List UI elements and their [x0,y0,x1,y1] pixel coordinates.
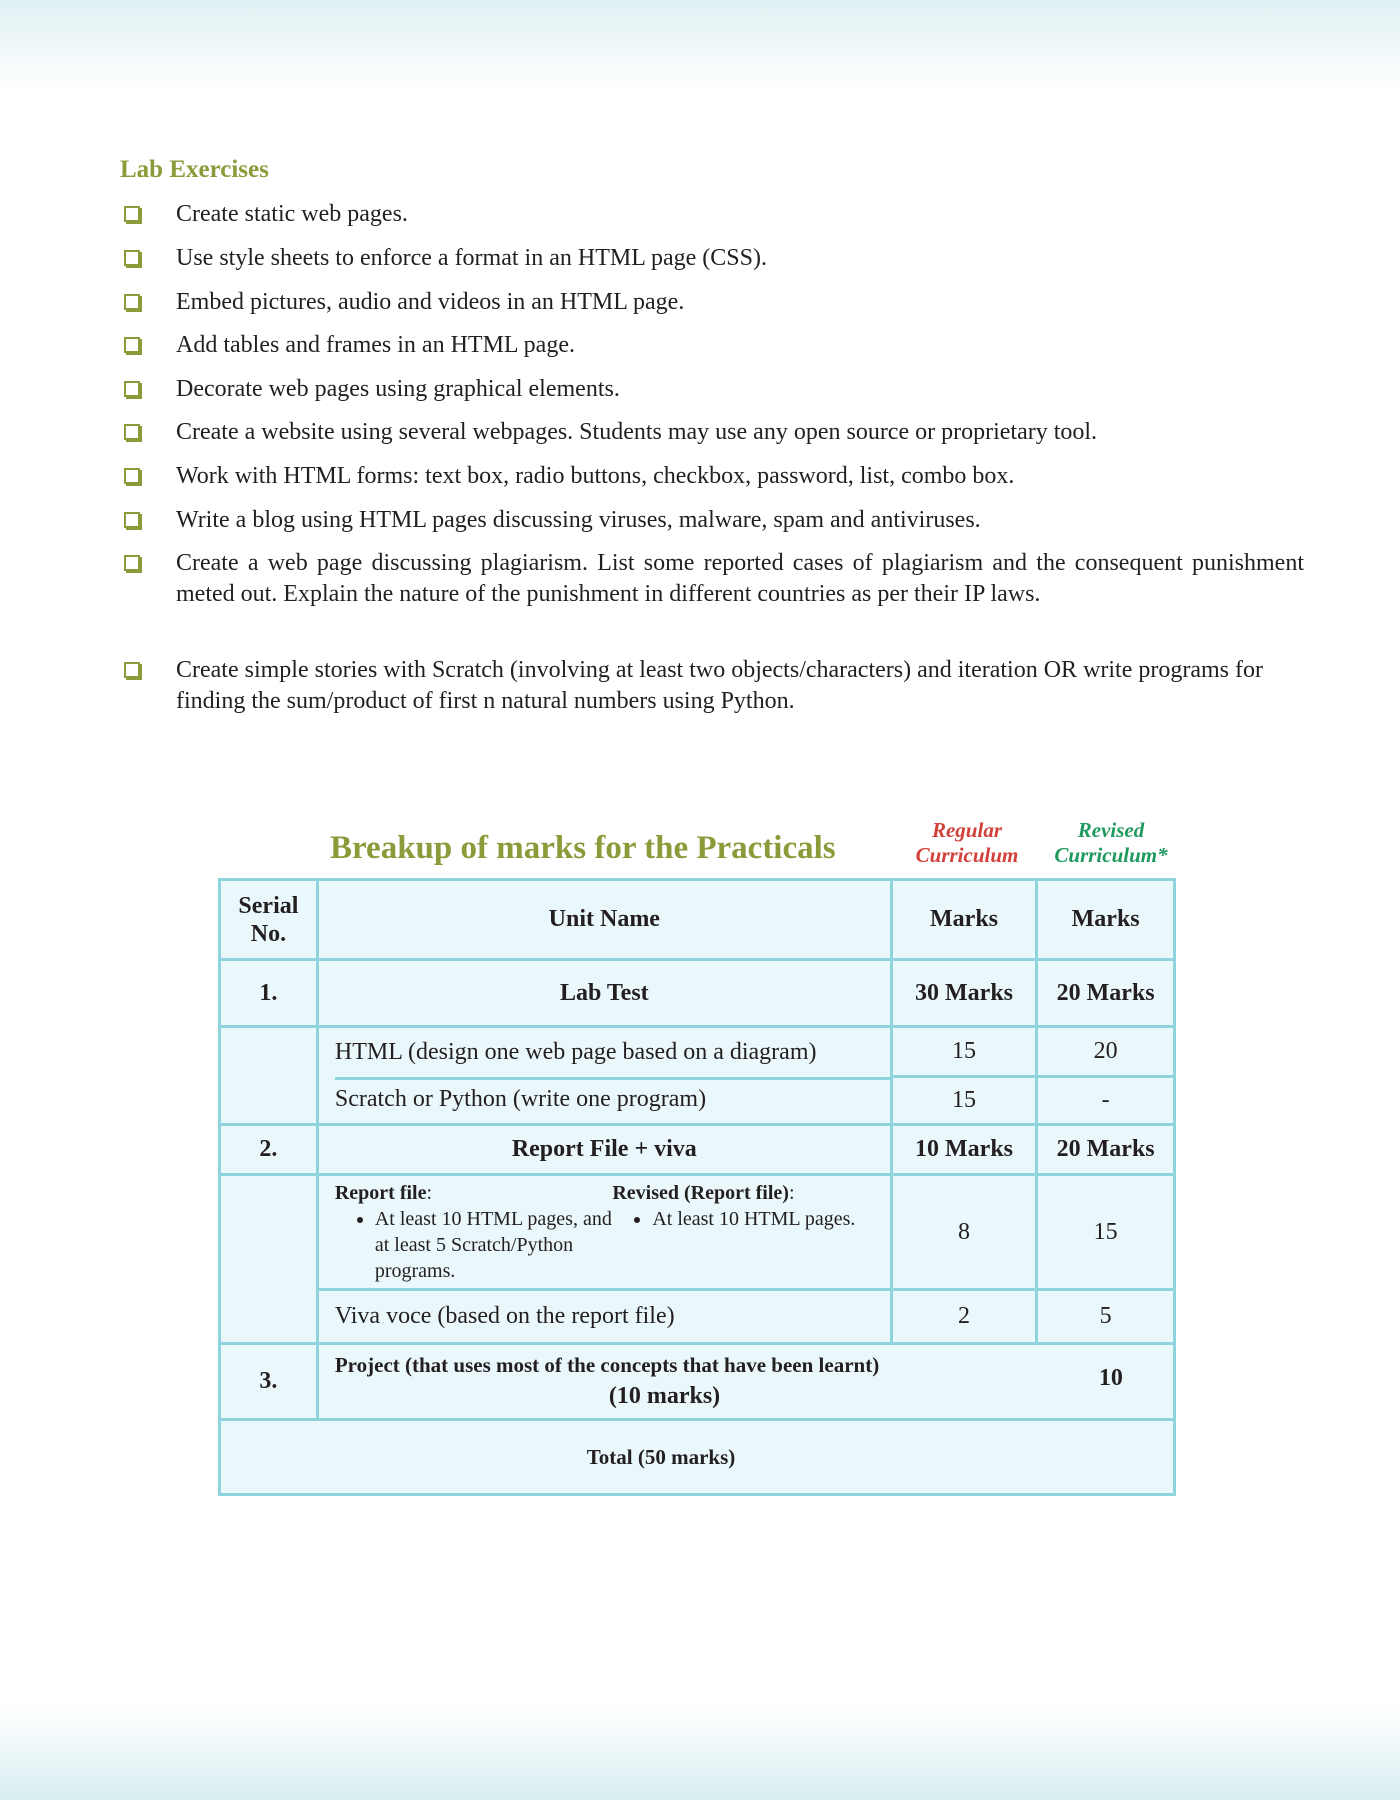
checkbox-bullet-icon [124,424,140,440]
revised-report-file-bullet: • At least 10 HTML pages. [652,1206,889,1232]
revised-marks-cell: - [1037,1077,1175,1125]
serial-cell: 1. [220,960,318,1027]
revised-label-line: Curriculum* [1054,843,1168,867]
regular-curriculum-label [897,818,1037,868]
header-marks-revised: Marks [1037,880,1175,960]
header-serial: Serial No. [220,880,318,960]
checkbox-bullet-icon [124,662,140,678]
marks-table-title: Breakup of marks for the Practicals [330,830,836,866]
checkbox-bullet-icon [124,512,140,528]
unit-cell: Report File + viva [317,1125,891,1175]
checkbox-bullet-icon [124,468,140,484]
report-file-column [335,1180,612,1284]
list-item: Write a blog using HTML pages discussing viruses, malware, spam and antiviruses. [124,505,1304,536]
list-item: Work with HTML forms: text box, radio buttons, checkbox, password, list, combo box. [124,461,1304,492]
table-row [220,1290,1175,1344]
revised-marks-cell: 5 [1037,1290,1175,1344]
total-row [220,1420,1175,1495]
table-row [220,1344,1175,1420]
unit-cell: Lab Test [317,960,891,1027]
revised-label-line: Revised [1077,818,1145,842]
serial-cell: 3. [220,1344,318,1420]
report-file-bullet: • At least 10 HTML pages, and at least 5 Scratch/Python programs. [375,1206,612,1284]
regular-label-line: Regular [931,818,1002,842]
list-item: Use style sheets to enforce a format in an HTML page (CSS). [124,243,1304,274]
report-file-cell [317,1175,891,1290]
header-marks-regular: Marks [891,880,1037,960]
lab-exercises-heading: Lab Exercises [120,156,269,183]
report-file-label: Report file [334,1182,427,1204]
table-row [220,1027,1175,1077]
unit-cell: Scratch or Python (write one program) [317,1077,891,1125]
revised-marks-cell: 20 Marks [1037,960,1175,1027]
revised-marks-cell: 15 [1037,1175,1175,1290]
project-cell [317,1344,1174,1420]
table-row [220,1077,1175,1125]
unit-cell: HTML (design one web page based on a diagram) [317,1027,891,1077]
table-header-row [220,880,1175,960]
list-item: Embed pictures, audio and videos in an HTML page. [124,287,1304,318]
project-regular-marks: (10 marks) [608,1383,721,1409]
checkbox-bullet-icon [124,294,140,310]
regular-label-line: Curriculum [915,843,1019,867]
regular-marks-cell: 2 [891,1290,1037,1344]
marks-table [218,878,1176,1496]
list-item: Decorate web pages using graphical elements. [124,374,1304,405]
regular-marks-cell: 15 [891,1027,1037,1077]
table-row [220,1125,1175,1175]
top-decorative-band [0,0,1400,90]
revised-report-file-label: Revised (Report file) [612,1182,789,1204]
checkbox-bullet-icon [124,381,140,397]
revised-marks-cell: 20 [1037,1027,1175,1077]
checkbox-bullet-icon [124,555,140,571]
list-item: Create static web pages. [124,199,1304,230]
checkbox-bullet-icon [124,337,140,353]
regular-marks-cell: 10 Marks [891,1125,1037,1175]
list-item: Create a web page discussing plagiarism. List some reported cases of plagiarism and the consequent punishment meted out. Explain the nature of the punishment in different countries as per their IP laws. [124,548,1304,610]
list-item: Create a website using several webpages. Students may use any open source or proprietary tool. [124,417,1304,448]
regular-marks-cell: 15 [891,1077,1037,1125]
revised-report-file-column [612,1180,889,1284]
serial-cell-empty [220,1027,318,1125]
table-row [220,960,1175,1027]
total-cell: Total (50 marks) [220,1420,1175,1495]
unit-cell: Viva voce (based on the report file) [317,1290,891,1344]
checkbox-bullet-icon [124,206,140,222]
list-item: Add tables and frames in an HTML page. [124,330,1304,361]
header-unit-name: Unit Name [317,880,891,960]
regular-marks-cell: 30 Marks [891,960,1037,1027]
revised-marks-cell: 20 Marks [1037,1125,1175,1175]
list-item: Create simple stories with Scratch (involving at least two objects/characters) and iteration OR write programs for finding the sum/product of first n natural numbers using Python. [124,655,1304,717]
serial-cell: 2. [220,1125,318,1175]
project-revised-marks: 10 [1098,1365,1123,1391]
bottom-decorative-band [0,1705,1400,1800]
regular-marks-cell: 8 [891,1175,1037,1290]
revised-curriculum-label [1041,818,1181,868]
colon: : [426,1182,433,1204]
serial-cell-empty [220,1175,318,1344]
checkbox-bullet-icon [124,250,140,266]
table-row [220,1175,1175,1290]
colon: : [788,1182,795,1204]
project-unit-text: Project (that uses most of the concepts that have been learnt) [334,1353,880,1377]
